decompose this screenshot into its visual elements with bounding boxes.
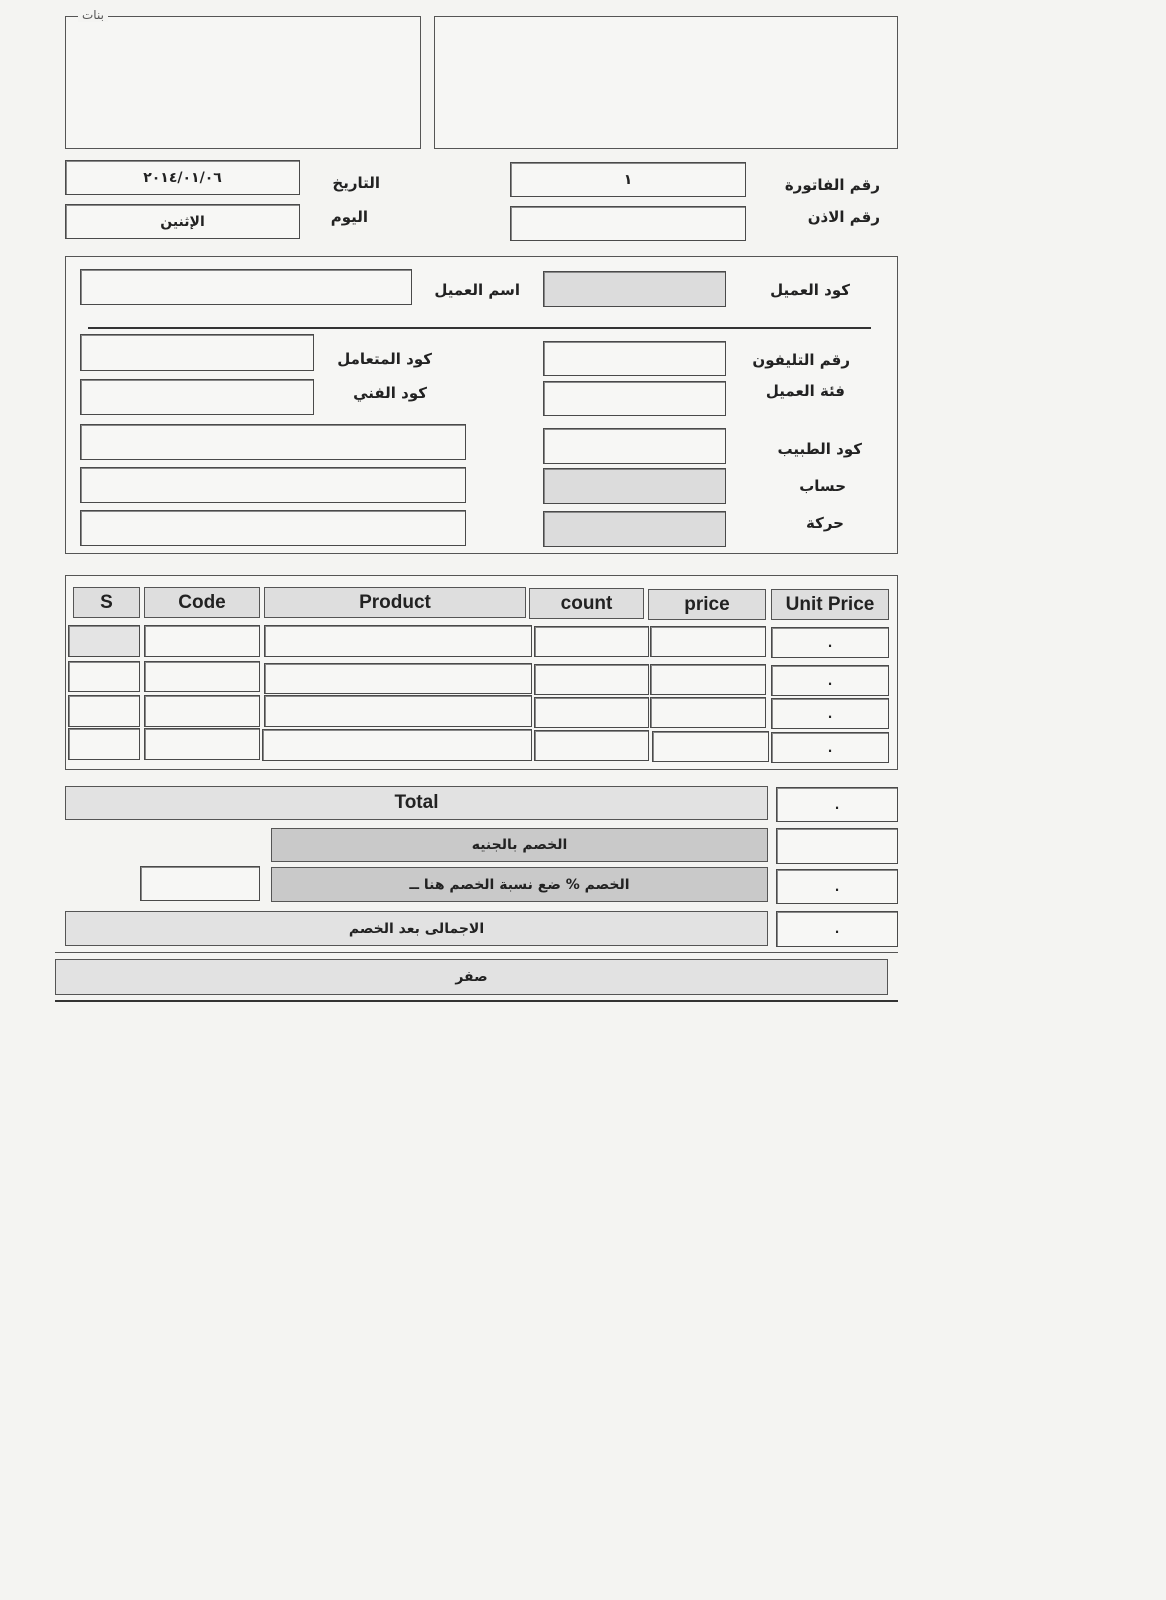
customer-divider [88, 327, 871, 329]
customer-category-label: فئة العميل [765, 382, 845, 400]
amount-in-words: صفر [55, 959, 888, 995]
date-label: التاريخ [332, 174, 380, 192]
unit-price-cell[interactable]: . [771, 732, 889, 763]
account-field[interactable] [543, 468, 726, 504]
table-cell[interactable] [144, 625, 260, 657]
notes-box-legend: بنات [78, 8, 108, 22]
unit-price-cell[interactable]: . [771, 665, 889, 696]
technician-code-field[interactable] [80, 379, 314, 415]
col-header-product: Product [264, 587, 526, 618]
discount-pounds-field[interactable] [776, 828, 898, 864]
net-total-label: الاجمالى بعد الخصم [65, 911, 768, 946]
total-label: Total [65, 786, 768, 820]
table-cell[interactable] [534, 664, 649, 695]
doctor-code-label: كود الطبيب [777, 440, 862, 458]
table-cell[interactable] [144, 695, 260, 727]
customer-code-field[interactable] [543, 271, 726, 307]
invoice-number-label: رقم الفاتورة [784, 176, 880, 194]
net-total-field[interactable]: . [776, 911, 898, 947]
customer-category-field[interactable] [543, 381, 726, 416]
extra-field-1[interactable] [80, 424, 466, 460]
discount-percent-value-field[interactable]: . [776, 869, 898, 904]
notes-box [65, 16, 421, 149]
table-cell[interactable] [534, 626, 649, 657]
account-label: حساب [799, 477, 846, 495]
extra-field-3[interactable] [80, 510, 466, 546]
table-cell[interactable] [144, 728, 260, 760]
extra-field-2[interactable] [80, 467, 466, 503]
table-cell[interactable] [534, 730, 649, 761]
table-cell[interactable] [650, 626, 766, 657]
col-header-price: price [648, 589, 766, 620]
table-cell[interactable] [262, 729, 532, 761]
col-header-count: count [529, 588, 644, 619]
day-label: اليوم [330, 208, 368, 226]
table-cell[interactable] [264, 695, 532, 727]
col-header-s: S [73, 587, 140, 618]
table-cell[interactable] [652, 731, 769, 762]
technician-code-label: كود الفني [353, 384, 427, 402]
phone-label: رقم التليفون [752, 351, 850, 369]
table-cell[interactable] [68, 695, 140, 727]
discount-percent-label: الخصم % ضع نسبة الخصم هنا ــ [271, 867, 768, 902]
movement-label: حركة [806, 514, 844, 532]
unit-price-cell[interactable]: . [771, 698, 889, 729]
discount-pounds-label: الخصم بالجنيه [271, 828, 768, 862]
discount-percent-input[interactable] [140, 866, 260, 901]
table-cell[interactable] [650, 664, 766, 695]
total-value-field[interactable]: . [776, 787, 898, 822]
permit-number-field[interactable] [510, 206, 746, 241]
col-header-code: Code [144, 587, 260, 618]
table-cell[interactable] [264, 625, 532, 657]
col-header-unit-price: Unit Price [771, 589, 889, 620]
dealer-code-field[interactable] [80, 334, 314, 371]
invoice-number-field[interactable]: ١ [510, 162, 746, 197]
table-cell[interactable] [68, 661, 140, 692]
dealer-code-label: كود المتعامل [337, 350, 432, 368]
unit-price-cell[interactable]: . [771, 627, 889, 658]
day-field[interactable]: الإثنين [65, 204, 300, 239]
phone-field[interactable] [543, 341, 726, 376]
table-cell[interactable] [534, 697, 649, 728]
movement-field[interactable] [543, 511, 726, 547]
customer-code-label: كود العميل [770, 281, 850, 299]
date-field[interactable]: ٢٠١٤/٠١/٠٦ [65, 160, 300, 195]
permit-number-label: رقم الاذن [807, 208, 880, 226]
logo-box [434, 16, 898, 149]
customer-name-field[interactable] [80, 269, 412, 305]
table-cell[interactable] [144, 661, 260, 692]
table-cell[interactable] [68, 728, 140, 760]
customer-name-label: اسم العميل [434, 281, 520, 299]
table-cell[interactable] [68, 625, 140, 657]
doctor-code-field[interactable] [543, 428, 726, 464]
table-cell[interactable] [264, 663, 532, 694]
table-cell[interactable] [650, 697, 766, 728]
